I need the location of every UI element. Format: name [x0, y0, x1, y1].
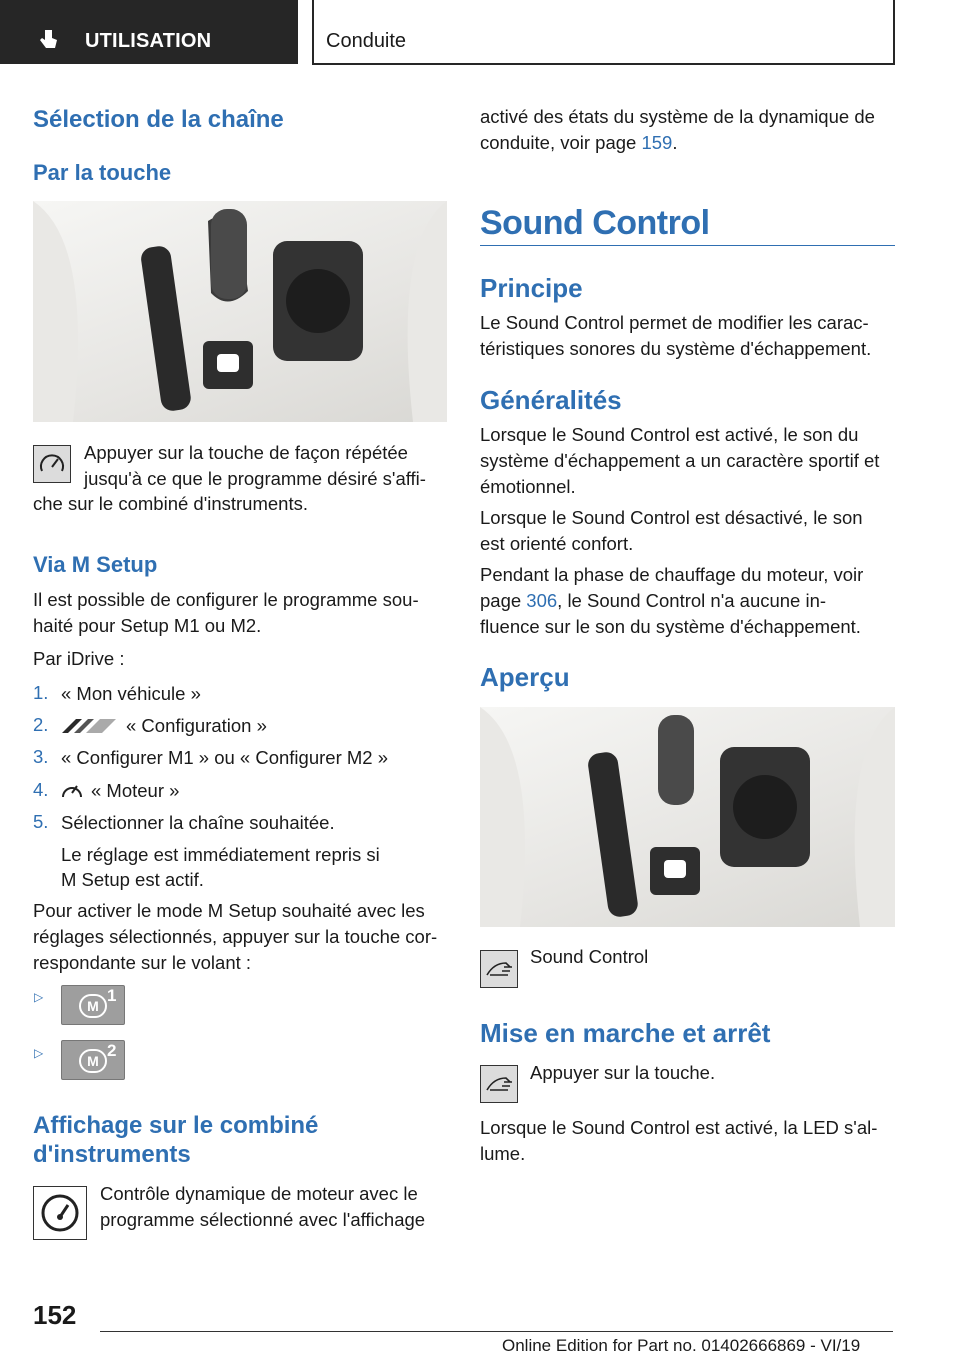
m2-number: 2 — [107, 1041, 117, 1060]
text-span: page — [480, 590, 527, 611]
gauge-icon — [33, 445, 71, 483]
body-text: Appuyer sur la touche de façon répétée — [84, 442, 408, 463]
heading-principle: Principe — [480, 273, 583, 303]
body-text: Contrôle dynamique de moteur avec le — [100, 1183, 418, 1204]
body-text: respondante sur le volant : — [33, 952, 252, 973]
hand-pointer-icon — [38, 28, 60, 50]
chapter-tab[interactable] — [0, 0, 298, 64]
body-text: lume. — [480, 1143, 526, 1164]
heading-on-off: Mise en marche et arrêt — [480, 1018, 771, 1048]
gauge-icon — [33, 1186, 87, 1240]
chapter-label: UTILISATION — [85, 30, 212, 52]
header-divider — [312, 0, 314, 64]
list-number: 4. — [33, 779, 49, 800]
list-item[interactable]: « Mon véhicule » — [61, 683, 201, 704]
m1-label: M — [79, 994, 107, 1018]
body-text: système d'échappement a un caractère sportif et — [480, 450, 880, 471]
body-text: réglages sélectionnés, appuyer sur la touche cor- — [33, 926, 438, 947]
header-divider — [312, 63, 895, 65]
body-text: Lorsque le Sound Control est désactivé, le son — [480, 507, 863, 528]
subheading-m-setup: Via M Setup — [33, 552, 158, 577]
sound-control-icon — [480, 1065, 518, 1103]
engine-gauge-icon — [60, 779, 84, 801]
heading-channel-selection: Sélection de la chaîne — [33, 106, 284, 133]
list-item[interactable]: Sélectionner la chaîne souhaitée. — [61, 812, 335, 833]
heading-display: d'instruments — [33, 1141, 191, 1168]
header-divider — [893, 0, 895, 64]
text-span: . — [672, 132, 678, 153]
body-text: téristiques sonores du système d'échappement. — [480, 338, 872, 359]
heading-rule — [480, 245, 895, 246]
footer-rule — [100, 1331, 893, 1332]
text-span: , le Sound Control n'a aucune in- — [557, 590, 827, 611]
heading-sound-control: Sound Control — [480, 204, 710, 242]
body-text: Le Sound Control permet de modifier les carac- — [480, 312, 869, 333]
text-span: conduite, voir page — [480, 132, 642, 153]
section-title: Conduite — [326, 30, 407, 52]
list-item[interactable]: « Configurer M1 » ou « Configurer M2 » — [61, 747, 389, 768]
body-text: M Setup est actif. — [61, 869, 204, 890]
icon-caption: Sound Control — [530, 946, 649, 967]
body-text — [480, 130, 677, 156]
body-text: émotionnel. — [480, 476, 576, 497]
bullet-marker: ▷ — [34, 1046, 44, 1060]
list-item[interactable]: « Moteur » — [91, 780, 180, 801]
m-stripes-icon — [60, 717, 118, 735]
m2-button[interactable] — [61, 1040, 125, 1080]
body-text: Lorsque le Sound Control est activé, la LED s'al- — [480, 1117, 878, 1138]
center-console-photo — [33, 201, 447, 422]
body-text: programme sélectionné avec l'affichage — [100, 1209, 426, 1230]
subheading-by-button: Par la touche — [33, 160, 172, 185]
edition-note: Online Edition for Part no. 01402666869 - VI/19 — [502, 1336, 861, 1355]
body-text: Pour activer le mode M Setup souhaité avec les — [33, 900, 425, 921]
body-text: jusqu'à ce que le programme désiré s'affi- — [84, 468, 426, 489]
heading-display: Affichage sur le combiné — [33, 1112, 319, 1139]
page-link[interactable]: 306 — [526, 590, 558, 611]
list-number: 5. — [33, 811, 49, 832]
body-text: est orienté confort. — [480, 533, 634, 554]
body-text: Lorsque le Sound Control est activé, le son du — [480, 424, 859, 445]
body-text — [480, 588, 826, 614]
body-text: activé des états du système de la dynamique de — [480, 106, 875, 127]
m2-label: M — [79, 1049, 107, 1073]
body-text: che sur le combiné d'instruments. — [33, 493, 308, 514]
center-console-photo — [480, 707, 895, 927]
body-text: Pendant la phase de chauffage du moteur, voir — [480, 564, 864, 585]
body-text: Il est possible de configurer le programme sou- — [33, 589, 419, 610]
body-text: Appuyer sur la touche. — [530, 1062, 716, 1083]
heading-overview: Aperçu — [480, 662, 570, 692]
list-number: 2. — [33, 714, 49, 735]
body-text: Le réglage est immédiatement repris si — [61, 844, 380, 865]
m1-button[interactable] — [61, 985, 125, 1025]
list-item[interactable]: « Configuration » — [126, 715, 267, 736]
page-link[interactable]: 159 — [641, 132, 673, 153]
page-number: 152 — [33, 1300, 77, 1330]
m1-number: 1 — [107, 986, 117, 1005]
body-text: haité pour Setup M1 ou M2. — [33, 615, 262, 636]
sound-control-icon — [480, 950, 518, 988]
heading-general: Généralités — [480, 385, 622, 415]
list-number: 3. — [33, 746, 49, 767]
list-number: 1. — [33, 682, 49, 703]
bullet-marker: ▷ — [34, 990, 44, 1004]
body-text: fluence sur le son du système d'échappement. — [480, 616, 861, 637]
body-text: Par iDrive : — [33, 648, 125, 669]
